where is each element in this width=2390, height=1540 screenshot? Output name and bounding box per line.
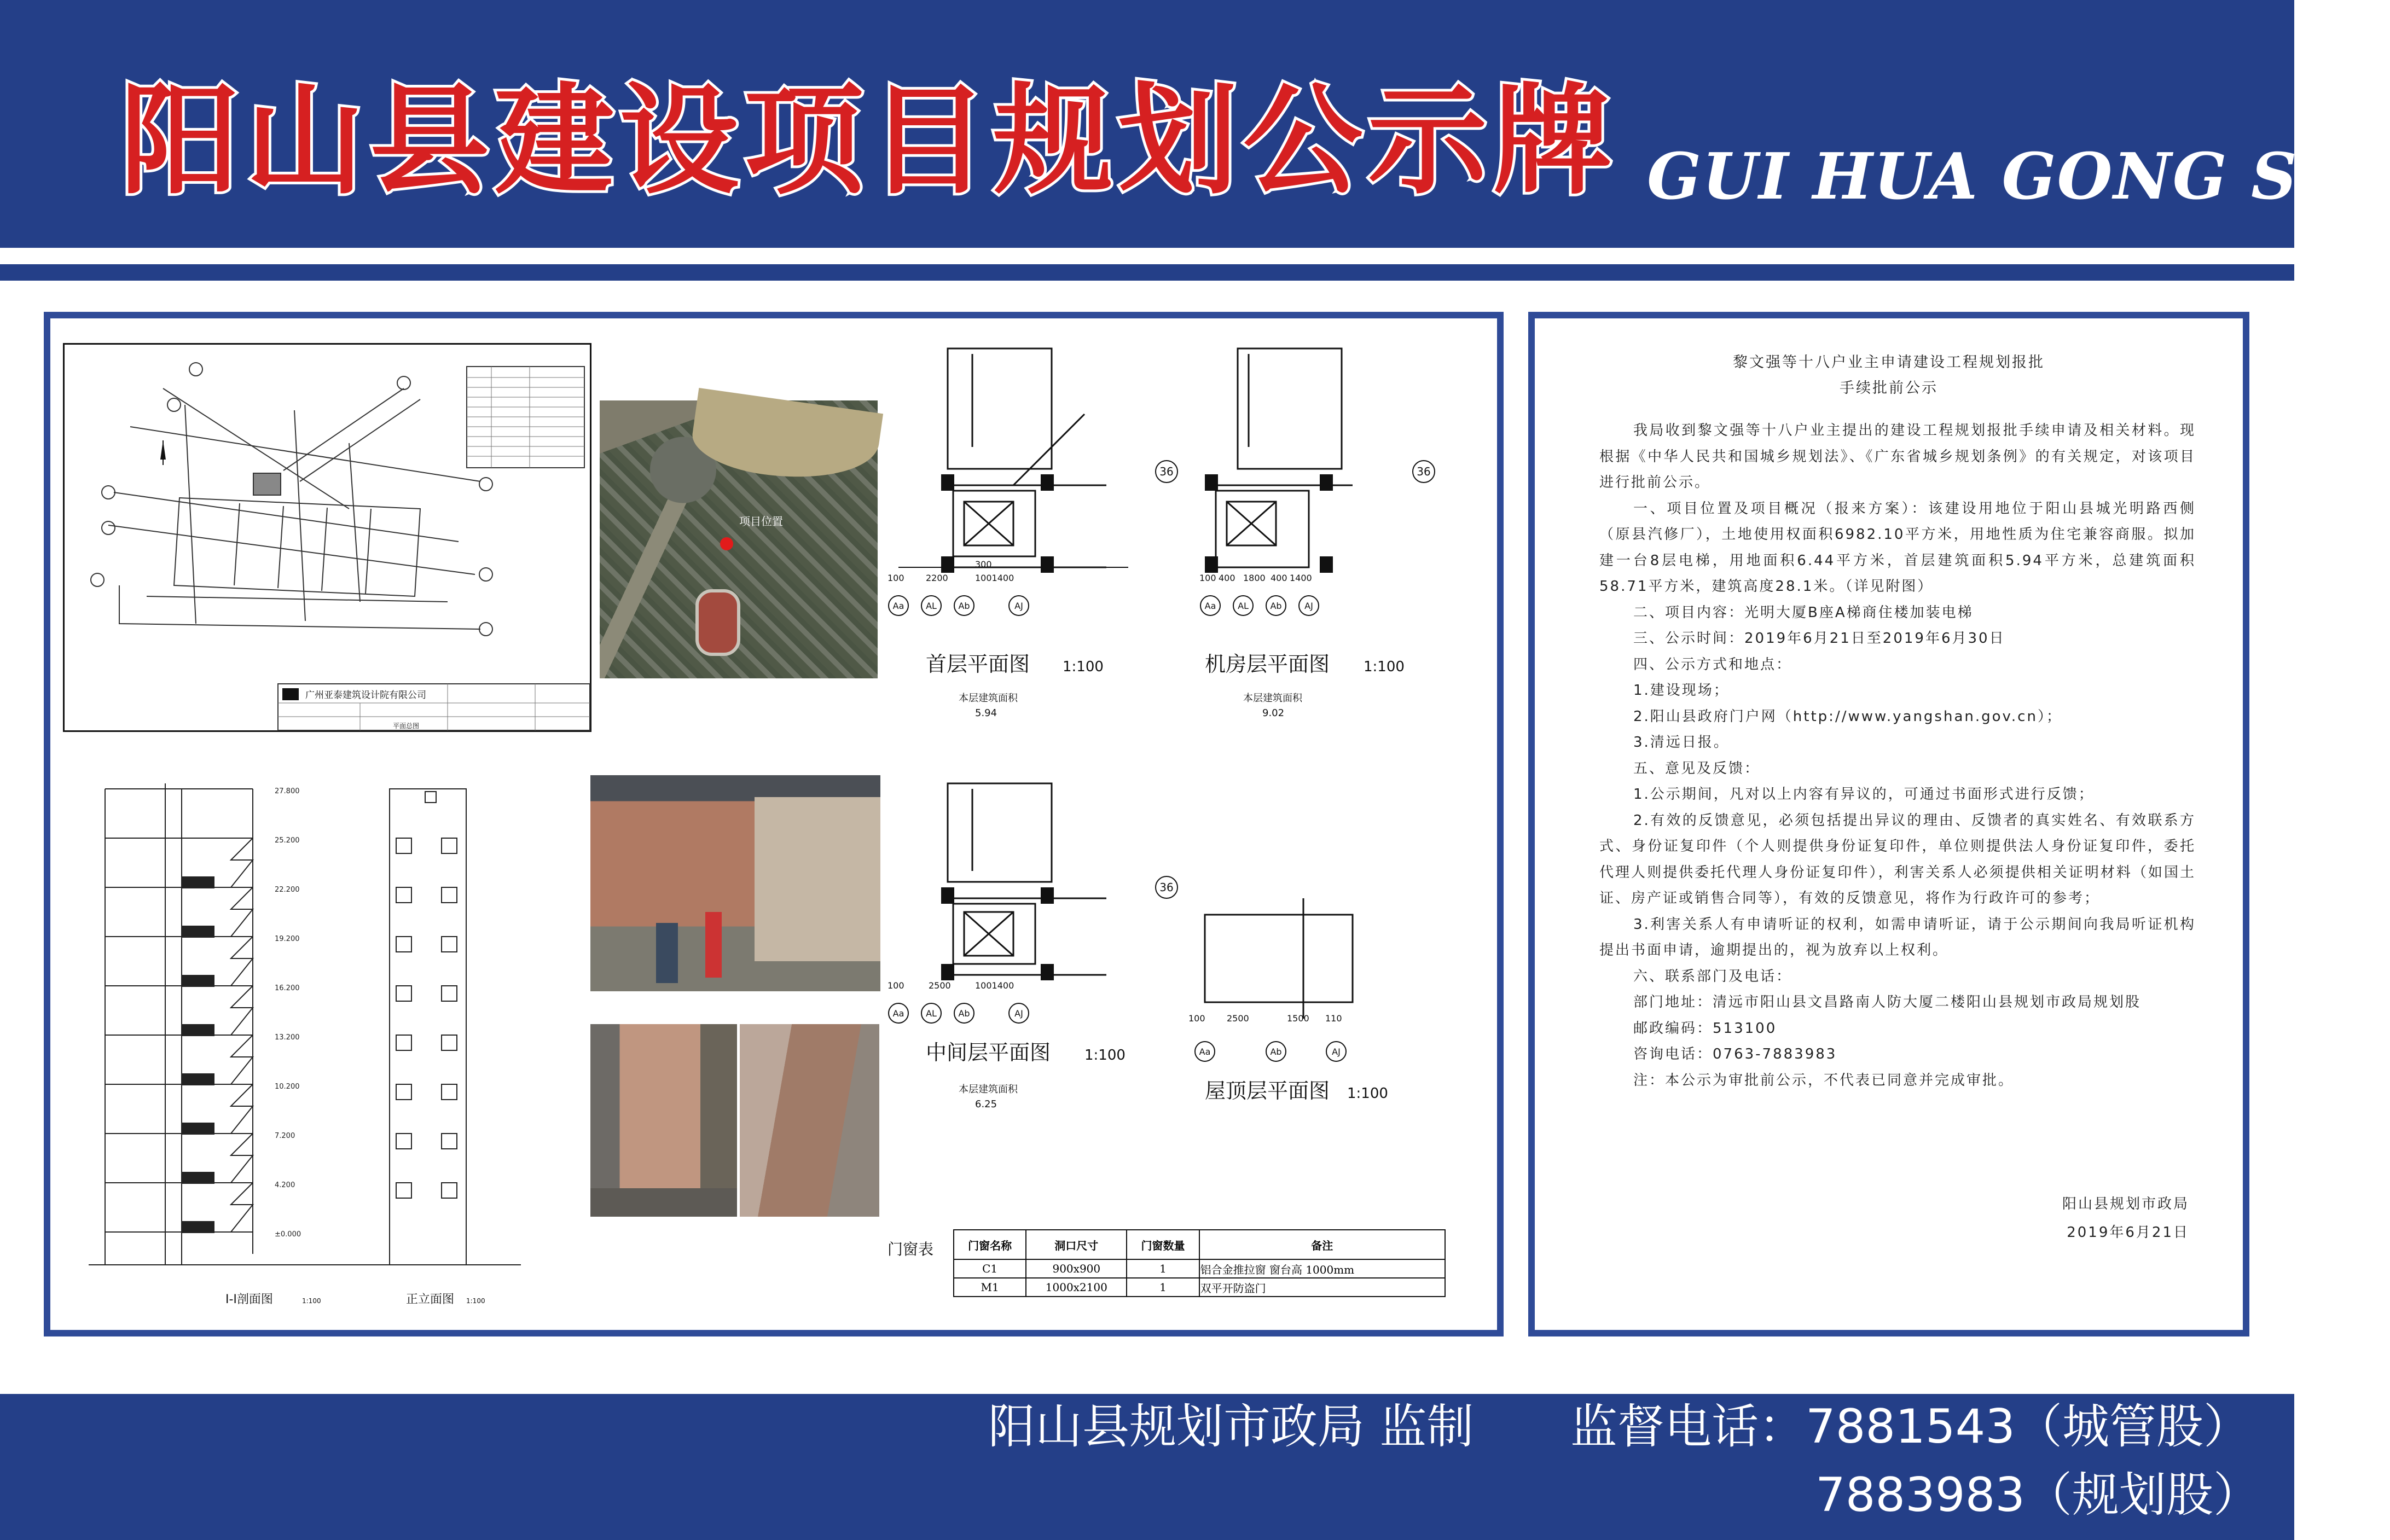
notice-signature-date: 2019年6月21日 [2067, 1224, 2189, 1241]
roof-floor-plan [1188, 887, 1506, 1134]
plan-area-label: 本层建筑面积 [1243, 693, 1302, 704]
dim-text: 1001400 [975, 980, 1014, 991]
elev-tag: ±0.000 [275, 1230, 301, 1239]
person-figure [705, 912, 722, 978]
design-institute-name: 广州亚泰建筑设计院有限公司 [305, 690, 426, 701]
notice-paragraph: 2.阳山县政府门户网（http://www.yangshan.gov.cn）； [1633, 708, 2062, 725]
door-window-table-title: 门窗表 [887, 1240, 934, 1258]
location-map-image [600, 400, 878, 678]
dim-text: 2500 [929, 980, 951, 991]
dim-text: 400 [1271, 573, 1287, 583]
notice-paragraph: 三、公示时间：2019年6月21日至2019年6月30日 [1633, 630, 2005, 647]
elev-tag: 7.200 [275, 1132, 295, 1140]
notice-paragraph: 一、项目位置及项目概况（报来方案）：该建设用地位于阳山县城光明路西侧（原县汽修厂），土地使用权面积6982.10平方米，用地性质为住宅兼容商服。拟加建一台8层电梯，用地面积6.44平方米，首层建筑面积5.94平方米，总建筑面积58.71平方米，建筑高度28.1米。（详见附图） [1599, 500, 2196, 595]
notice-paragraph: 二、项目内容：光明大厦B座A梯商住楼加装电梯 [1633, 604, 1974, 621]
notice-paragraph: 邮政编码：513100 [1633, 1020, 1777, 1037]
table-header: 门窗名称 [954, 1230, 1026, 1259]
footer-supervisor: 阳山县规划市政局 监制 [988, 1399, 1474, 1454]
site-photo-wall [590, 1024, 737, 1217]
plan-name: 中间层平面图 [926, 1041, 1051, 1065]
axis-label: Ab [1270, 1047, 1282, 1057]
dim-text: 400 [1219, 573, 1235, 583]
plan-name: 首层平面图 [926, 652, 1030, 676]
dim-text: 1500 [1287, 1013, 1309, 1024]
door-window-table [953, 1229, 1446, 1297]
dim-text: 100 [1188, 1013, 1205, 1024]
dim-text: 2500 [1227, 1013, 1249, 1024]
axis-label: AJ [1014, 1008, 1023, 1019]
table-cell: C1 [954, 1259, 1026, 1278]
axis-label: AL [926, 1008, 937, 1019]
elevation-label: 正立面图 [406, 1293, 455, 1306]
plan-name: 屋顶层平面图 [1205, 1079, 1330, 1103]
plan-scale: 1:100 [1364, 659, 1405, 675]
dim-text: 2200 [926, 573, 948, 583]
elev-tag: 4.200 [275, 1181, 295, 1189]
sports-field [695, 589, 740, 656]
elevation-drawing [346, 772, 526, 1314]
dim-text: 100 [887, 573, 904, 583]
site-photo-shaft [740, 1024, 879, 1217]
section-scale: 1:100 [302, 1297, 321, 1305]
plan-scale: 1:100 [1063, 659, 1104, 675]
plan-name: 机房层平面图 [1205, 652, 1330, 676]
table-cell: 铝合金推拉窗 窗台高 1000mm [1199, 1259, 1445, 1278]
axis-label: AL [926, 601, 937, 611]
section-label: I-I剖面图 [225, 1293, 273, 1306]
plan-scale: 1:100 [1084, 1047, 1126, 1064]
table-row [954, 1278, 1445, 1297]
table-header: 备注 [1199, 1230, 1445, 1259]
notice-paragraph: 我局收到黎文强等十八户业主提出的建设工程规划报批手续申请及相关材料。现根据《中华人民共和国城乡规划法》、《广东省城乡规划条例》的有关规定，对该项目进行批前公示。 [1599, 422, 2196, 491]
dim-text: 1001400 [975, 573, 1014, 583]
building-wall [755, 797, 880, 961]
axis-label: Ab [1270, 601, 1282, 611]
machine-room-floor-plan [1188, 338, 1506, 762]
axis-label: 36 [1159, 881, 1174, 894]
axis-label: AJ [1304, 601, 1313, 611]
plan-area-label: 本层建筑面积 [959, 693, 1018, 704]
table-header-row [954, 1230, 1445, 1259]
elevation-scale: 1:100 [466, 1297, 485, 1305]
axis-label: Ab [958, 1008, 970, 1019]
dim-text: 1800 [1243, 573, 1266, 583]
notice-paragraph: 五、意见及反馈： [1633, 760, 1761, 777]
table-row [954, 1259, 1445, 1278]
header-stripe-white [0, 248, 2294, 264]
notice-paragraph: 3.利害关系人有申请听证的权利，如需申请听证，请于公示期间向我局听证机构提出书面申请，逾期提出的，视为放弃以上权利。 [1599, 916, 2196, 958]
dim-text: 100 [1199, 573, 1216, 583]
notice-title-line2: 手续批前公示 [1840, 380, 1938, 397]
notice-paragraph: 注：本公示为审批前公示，不代表已同意并完成审批。 [1633, 1072, 2015, 1089]
ground-floor-plan [877, 338, 1194, 762]
axis-label: AJ [1332, 1047, 1341, 1057]
notice-signature-org: 阳山县规划市政局 [2062, 1196, 2189, 1212]
table-cell: 1000x2100 [1026, 1278, 1127, 1297]
site-photo-courtyard [590, 775, 880, 991]
elev-tag: 27.800 [275, 787, 300, 795]
table-cell: 900x900 [1026, 1259, 1127, 1278]
person-figure [656, 923, 678, 983]
notice-body [1599, 418, 2196, 1094]
page-subtitle: GUI HUA GONG SHI [1647, 140, 2390, 214]
table-cell: 双平开防盗门 [1199, 1278, 1445, 1297]
table-cell: M1 [954, 1278, 1026, 1297]
notice-paragraph: 2.有效的反馈意见，必须包括提出异议的理由、反馈者的真实姓名、有效联系方式、身份证复印件（个人则提供身份证复印件，单位则提供法人身份证复印件，委托代理人则提供委托代理人身份证复印件），利害关系人必须提供相关证明材料（如国土证、房产证或销售合同等），有效的反馈意见，将作为行政许可的参考； [1599, 812, 2196, 906]
axis-label: 36 [1417, 465, 1431, 478]
drawings-panel [44, 312, 1504, 1336]
table-cell: 1 [1127, 1278, 1199, 1297]
axis-label: AJ [1014, 601, 1023, 611]
elev-tag: 13.200 [275, 1033, 300, 1042]
notice-paragraph: 六、联系部门及电话： [1633, 968, 1793, 985]
plan-area-value: 9.02 [1262, 707, 1285, 719]
page-title: 阳山县建设项目规划公示牌 [120, 72, 1617, 211]
site-plan-drawing [63, 343, 591, 732]
middle-floor-plan [877, 772, 1194, 1134]
site-plan-label: 平面总图 [393, 722, 420, 730]
elev-tag: 10.200 [275, 1083, 300, 1091]
axis-label: Ab [958, 601, 970, 611]
notice-paragraph: 1.公示期间，凡对以上内容有异议的，可通过书面形式进行反馈； [1633, 786, 2095, 803]
table-header: 洞口尺寸 [1026, 1230, 1127, 1259]
notice-panel [1528, 312, 2249, 1336]
notice-title-line1: 黎文强等十八户业主申请建设工程规划报批 [1733, 354, 2045, 371]
ground [590, 1188, 737, 1217]
elev-tag: 22.200 [275, 886, 300, 894]
dim-text: 100 [887, 980, 904, 991]
dim-text: 110 [1325, 1013, 1342, 1024]
notice-paragraph: 1.建设现场； [1633, 682, 1730, 699]
footer-phone-planning: 7883983（规划股） [1815, 1468, 2261, 1522]
plan-scale: 1:100 [1347, 1085, 1388, 1102]
footer-phone-urban: 监督电话：7881543（城管股） [1570, 1399, 2251, 1454]
dim-text: 300 [975, 559, 992, 569]
project-location-marker [720, 537, 733, 550]
section-drawing [72, 772, 357, 1314]
axis-label: Aa [1204, 601, 1216, 611]
table-header: 门窗数量 [1127, 1230, 1199, 1259]
elev-tag: 16.200 [275, 984, 300, 992]
river-shape [688, 388, 883, 490]
axis-label: 36 [1159, 465, 1174, 478]
plan-area-value: 5.94 [975, 707, 997, 719]
project-location-label: 项目位置 [739, 515, 783, 528]
axis-label: Aa [1199, 1047, 1211, 1057]
notice-paragraph: 四、公示方式和地点： [1633, 656, 1793, 673]
site-plan-svg [65, 345, 590, 730]
axis-label: Aa [892, 601, 904, 611]
axis-label: AL [1238, 601, 1249, 611]
plan-area-label: 本层建筑面积 [959, 1084, 1018, 1095]
dim-text: 1400 [1290, 573, 1312, 583]
header-stripe-blue [0, 264, 2294, 281]
plan-area-value: 6.25 [975, 1099, 997, 1110]
axis-label: Aa [892, 1008, 904, 1019]
notice-paragraph: 3.清远日报。 [1633, 734, 1730, 751]
elev-tag: 19.200 [275, 935, 300, 943]
notice-paragraph: 部门地址：清远市阳山县文昌路南人防大厦二楼阳山县规划市政局规划股 [1633, 994, 2142, 1010]
notice-paragraph: 咨询电话：0763-7883983 [1633, 1046, 1837, 1062]
table-cell: 1 [1127, 1259, 1199, 1278]
elev-tag: 25.200 [275, 836, 300, 845]
